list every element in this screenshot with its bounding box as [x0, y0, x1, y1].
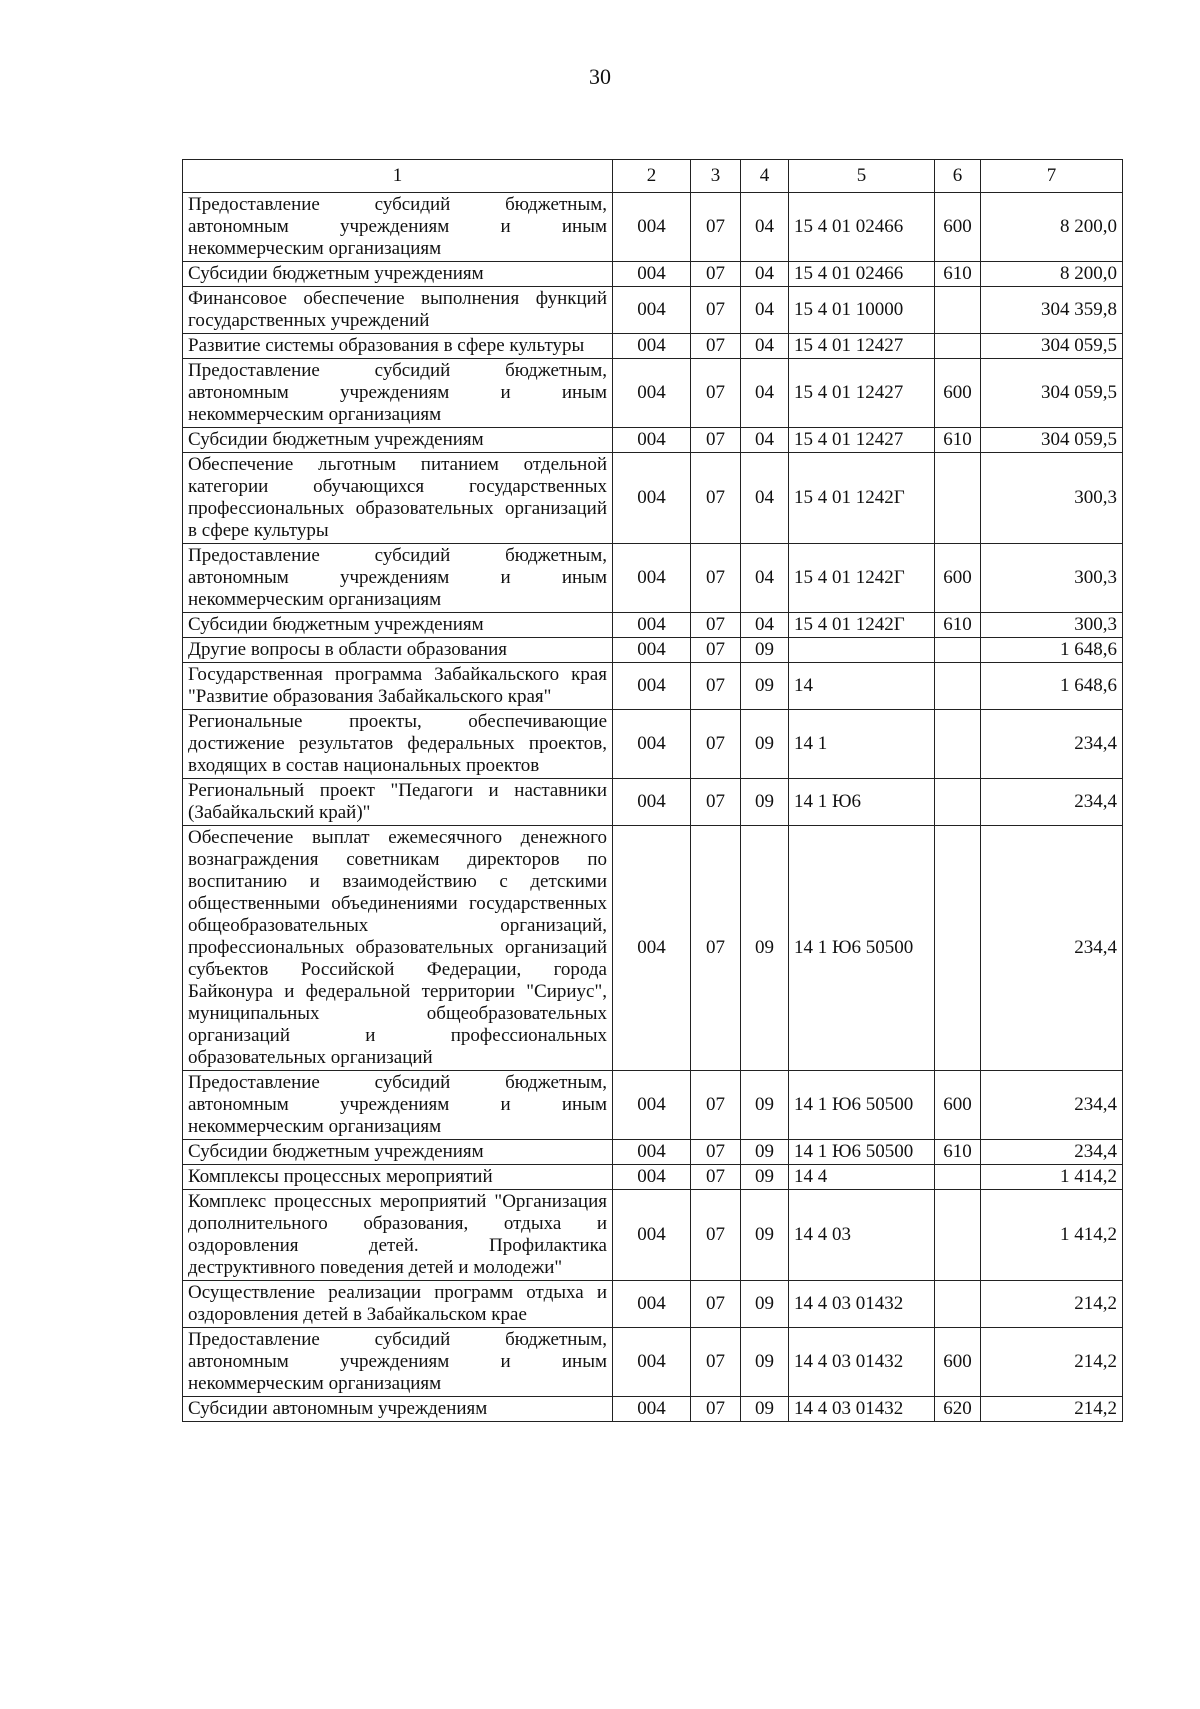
row-section: 07	[691, 453, 741, 544]
row-name: Осуществление реализации программ отдыха и оздоровления детей в Забайкальском крае	[183, 1281, 613, 1328]
row-section: 07	[691, 1140, 741, 1165]
page-number: 30	[589, 64, 611, 89]
table-header-row	[183, 160, 1123, 193]
row-grbs: 004	[613, 663, 691, 710]
row-subsection: 04	[741, 193, 789, 262]
row-grbs: 004	[613, 262, 691, 287]
row-expense-type	[935, 287, 981, 334]
row-section: 07	[691, 613, 741, 638]
row-grbs: 004	[613, 613, 691, 638]
table-body	[183, 193, 1123, 1422]
row-grbs: 004	[613, 779, 691, 826]
row-amount: 304 059,5	[981, 334, 1123, 359]
row-subsection: 09	[741, 1190, 789, 1281]
row-amount: 304 359,8	[981, 287, 1123, 334]
row-amount: 214,2	[981, 1397, 1123, 1422]
row-subsection: 04	[741, 453, 789, 544]
row-subsection: 04	[741, 544, 789, 613]
row-expense-type	[935, 779, 981, 826]
row-section: 07	[691, 1328, 741, 1397]
row-grbs: 004	[613, 287, 691, 334]
row-name: Субсидии бюджетным учреждениям	[183, 262, 613, 287]
row-section: 07	[691, 779, 741, 826]
row-subsection: 09	[741, 638, 789, 663]
row-subsection: 09	[741, 1328, 789, 1397]
row-grbs: 004	[613, 453, 691, 544]
table-row	[183, 1190, 1123, 1281]
row-target-article: 14 4 03 01432	[789, 1281, 935, 1328]
row-section: 07	[691, 638, 741, 663]
row-grbs: 004	[613, 428, 691, 453]
row-section: 07	[691, 1281, 741, 1328]
row-target-article: 15 4 01 12427	[789, 428, 935, 453]
row-target-article: 15 4 01 1242Г	[789, 544, 935, 613]
table-row	[183, 262, 1123, 287]
row-name: Государственная программа Забайкальского края "Развитие образования Забайкальского края"	[183, 663, 613, 710]
row-expense-type	[935, 1165, 981, 1190]
table-row	[183, 1165, 1123, 1190]
row-name: Комплексы процессных мероприятий	[183, 1165, 613, 1190]
row-name: Субсидии бюджетным учреждениям	[183, 613, 613, 638]
table-row	[183, 453, 1123, 544]
row-target-article: 15 4 01 12427	[789, 359, 935, 428]
row-grbs: 004	[613, 710, 691, 779]
row-amount: 214,2	[981, 1328, 1123, 1397]
row-expense-type: 600	[935, 193, 981, 262]
row-name: Предоставление субсидий бюджетным, автономным учреждениям и иным некоммерческим организациям	[183, 359, 613, 428]
row-expense-type: 620	[935, 1397, 981, 1422]
row-name: Комплекс процессных мероприятий "Организация дополнительного образования, отдыха и оздоровления детей. Профилактика деструктивного поведения детей и молодежи"	[183, 1190, 613, 1281]
row-amount: 234,4	[981, 1071, 1123, 1140]
row-subsection: 04	[741, 359, 789, 428]
row-section: 07	[691, 359, 741, 428]
row-target-article: 15 4 01 02466	[789, 193, 935, 262]
row-amount: 300,3	[981, 453, 1123, 544]
row-subsection: 04	[741, 334, 789, 359]
row-target-article: 14	[789, 663, 935, 710]
row-grbs: 004	[613, 544, 691, 613]
table-row	[183, 710, 1123, 779]
row-amount: 234,4	[981, 779, 1123, 826]
row-subsection: 09	[741, 1140, 789, 1165]
row-amount: 300,3	[981, 544, 1123, 613]
row-expense-type: 600	[935, 1071, 981, 1140]
row-name: Региональные проекты, обеспечивающие достижение результатов федеральных проектов, входящих в состав национальных проектов	[183, 710, 613, 779]
budget-table	[182, 159, 1123, 1422]
row-amount: 1 648,6	[981, 638, 1123, 663]
table-row	[183, 779, 1123, 826]
row-expense-type: 610	[935, 613, 981, 638]
row-section: 07	[691, 826, 741, 1071]
row-amount: 8 200,0	[981, 193, 1123, 262]
row-grbs: 004	[613, 1281, 691, 1328]
row-name: Предоставление субсидий бюджетным, автономным учреждениям и иным некоммерческим организациям	[183, 193, 613, 262]
row-expense-type: 610	[935, 1140, 981, 1165]
row-target-article: 15 4 01 1242Г	[789, 453, 935, 544]
row-section: 07	[691, 262, 741, 287]
column-header: 1	[183, 160, 613, 193]
row-grbs: 004	[613, 1140, 691, 1165]
row-section: 07	[691, 544, 741, 613]
table-row	[183, 613, 1123, 638]
row-grbs: 004	[613, 359, 691, 428]
row-section: 07	[691, 1190, 741, 1281]
row-expense-type	[935, 1190, 981, 1281]
table-row	[183, 663, 1123, 710]
row-name: Предоставление субсидий бюджетным, автономным учреждениям и иным некоммерческим организациям	[183, 1071, 613, 1140]
row-subsection: 04	[741, 613, 789, 638]
row-target-article: 14 1 Ю6 50500	[789, 826, 935, 1071]
row-target-article: 15 4 01 1242Г	[789, 613, 935, 638]
table-row	[183, 359, 1123, 428]
row-amount: 304 059,5	[981, 359, 1123, 428]
row-section: 07	[691, 663, 741, 710]
row-target-article: 14 4 03 01432	[789, 1328, 935, 1397]
row-subsection: 09	[741, 1165, 789, 1190]
row-subsection: 09	[741, 710, 789, 779]
row-grbs: 004	[613, 1397, 691, 1422]
column-header: 4	[741, 160, 789, 193]
row-target-article: 15 4 01 02466	[789, 262, 935, 287]
row-name: Обеспечение льготным питанием отдельной категории обучающихся государственных профессиональных образовательных организаций в сфере культуры	[183, 453, 613, 544]
row-subsection: 09	[741, 779, 789, 826]
table-row	[183, 193, 1123, 262]
row-name: Предоставление субсидий бюджетным, автономным учреждениям и иным некоммерческим организациям	[183, 1328, 613, 1397]
row-name: Другие вопросы в области образования	[183, 638, 613, 663]
row-section: 07	[691, 334, 741, 359]
row-amount: 8 200,0	[981, 262, 1123, 287]
row-target-article: 14 1 Ю6 50500	[789, 1140, 935, 1165]
row-section: 07	[691, 1165, 741, 1190]
row-grbs: 004	[613, 193, 691, 262]
row-section: 07	[691, 428, 741, 453]
row-subsection: 04	[741, 262, 789, 287]
table-row	[183, 1397, 1123, 1422]
row-expense-type	[935, 710, 981, 779]
row-amount: 304 059,5	[981, 428, 1123, 453]
row-target-article: 14 1 Ю6 50500	[789, 1071, 935, 1140]
row-target-article: 14 1	[789, 710, 935, 779]
row-name: Предоставление субсидий бюджетным, автономным учреждениям и иным некоммерческим организациям	[183, 544, 613, 613]
table-row	[183, 544, 1123, 613]
row-expense-type	[935, 334, 981, 359]
table-row	[183, 287, 1123, 334]
row-section: 07	[691, 710, 741, 779]
row-grbs: 004	[613, 638, 691, 663]
row-amount: 1 414,2	[981, 1190, 1123, 1281]
row-amount: 1 414,2	[981, 1165, 1123, 1190]
row-amount: 214,2	[981, 1281, 1123, 1328]
row-amount: 234,4	[981, 826, 1123, 1071]
row-expense-type: 600	[935, 544, 981, 613]
row-expense-type	[935, 453, 981, 544]
row-subsection: 09	[741, 1397, 789, 1422]
table-row	[183, 334, 1123, 359]
table-row	[183, 1071, 1123, 1140]
row-subsection: 09	[741, 1281, 789, 1328]
row-expense-type: 610	[935, 428, 981, 453]
row-section: 07	[691, 287, 741, 334]
row-grbs: 004	[613, 1071, 691, 1140]
row-name: Субсидии бюджетным учреждениям	[183, 1140, 613, 1165]
row-name: Субсидии автономным учреждениям	[183, 1397, 613, 1422]
row-amount: 300,3	[981, 613, 1123, 638]
row-amount: 1 648,6	[981, 663, 1123, 710]
row-amount: 234,4	[981, 1140, 1123, 1165]
row-amount: 234,4	[981, 710, 1123, 779]
row-target-article: 15 4 01 12427	[789, 334, 935, 359]
row-section: 07	[691, 1397, 741, 1422]
row-name: Региональный проект "Педагоги и наставники (Забайкальский край)"	[183, 779, 613, 826]
row-name: Субсидии бюджетным учреждениям	[183, 428, 613, 453]
row-section: 07	[691, 1071, 741, 1140]
row-expense-type	[935, 663, 981, 710]
column-header: 6	[935, 160, 981, 193]
row-target-article: 14 4	[789, 1165, 935, 1190]
table-row	[183, 1281, 1123, 1328]
row-expense-type	[935, 638, 981, 663]
table-row	[183, 1328, 1123, 1397]
row-subsection: 04	[741, 428, 789, 453]
table-row	[183, 826, 1123, 1071]
row-subsection: 09	[741, 826, 789, 1071]
column-header: 3	[691, 160, 741, 193]
row-expense-type	[935, 826, 981, 1071]
row-grbs: 004	[613, 1328, 691, 1397]
table-row	[183, 428, 1123, 453]
row-subsection: 04	[741, 287, 789, 334]
row-target-article: 14 4 03 01432	[789, 1397, 935, 1422]
row-expense-type: 610	[935, 262, 981, 287]
row-target-article	[789, 638, 935, 663]
column-header: 5	[789, 160, 935, 193]
row-expense-type: 600	[935, 359, 981, 428]
row-target-article: 14 4 03	[789, 1190, 935, 1281]
row-subsection: 09	[741, 1071, 789, 1140]
row-grbs: 004	[613, 1190, 691, 1281]
column-header: 2	[613, 160, 691, 193]
table-row	[183, 1140, 1123, 1165]
table-row	[183, 638, 1123, 663]
row-name: Обеспечение выплат ежемесячного денежного вознаграждения советникам директоров по воспитанию и взаимодействию с детскими общественными объединениями государственных общеобразовательных организаций, профессиональных образовательных организаций субъектов Российской Федерации, города Байконура и федеральной территории "Сириус", муниципальных общеобразовательных организаций и профессиональных образовательных организаций	[183, 826, 613, 1071]
row-grbs: 004	[613, 826, 691, 1071]
row-grbs: 004	[613, 334, 691, 359]
row-section: 07	[691, 193, 741, 262]
row-grbs: 004	[613, 1165, 691, 1190]
row-target-article: 15 4 01 10000	[789, 287, 935, 334]
row-name: Развитие системы образования в сфере культуры	[183, 334, 613, 359]
row-name: Финансовое обеспечение выполнения функций государственных учреждений	[183, 287, 613, 334]
row-expense-type	[935, 1281, 981, 1328]
column-header: 7	[981, 160, 1123, 193]
row-subsection: 09	[741, 663, 789, 710]
row-target-article: 14 1 Ю6	[789, 779, 935, 826]
row-expense-type: 600	[935, 1328, 981, 1397]
